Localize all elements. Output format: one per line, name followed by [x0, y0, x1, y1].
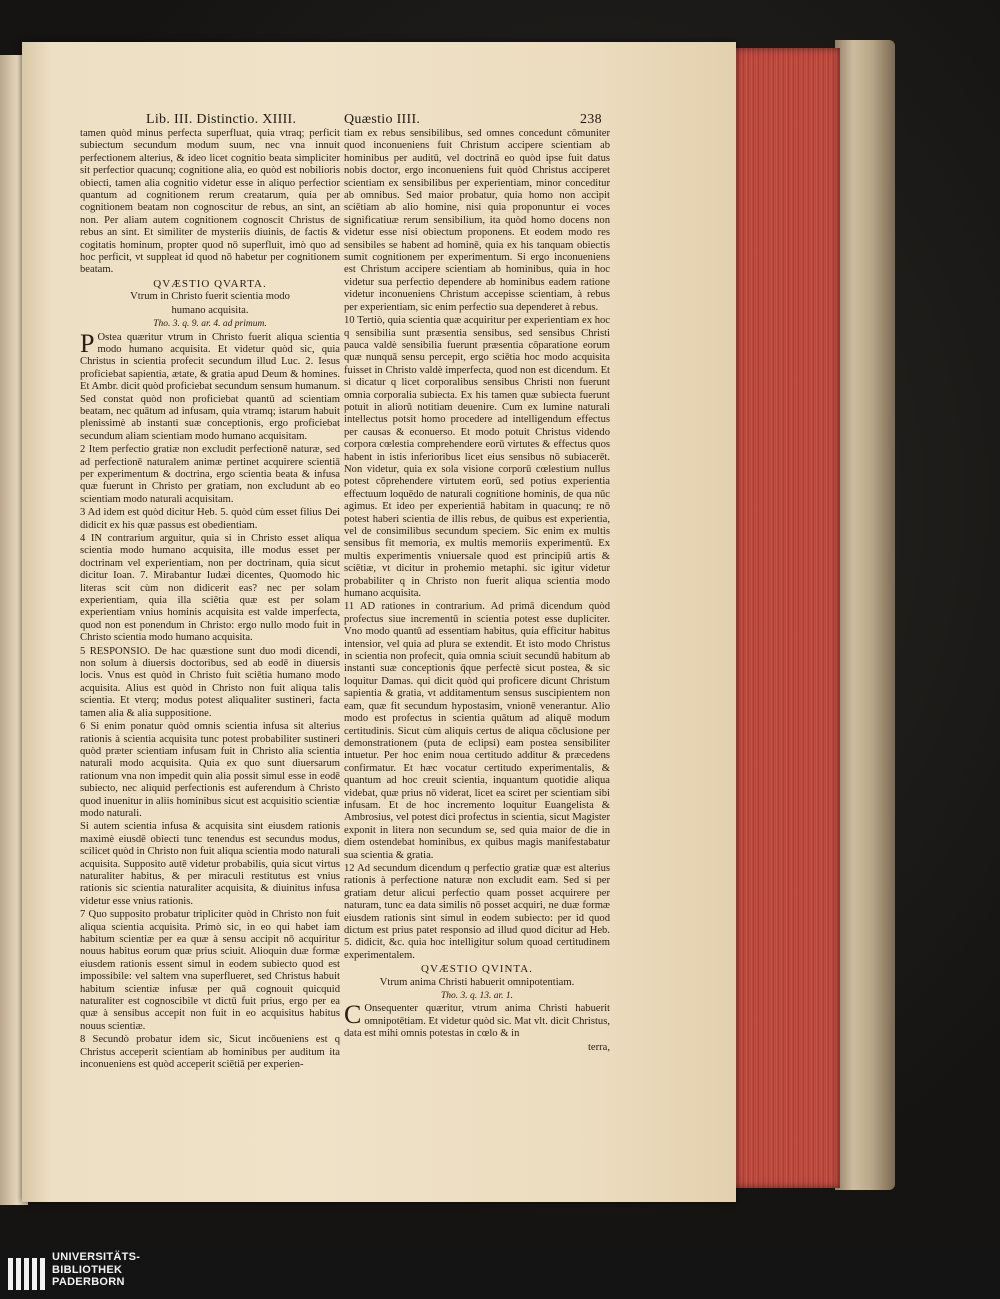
- question-subtitle: Vtrum anima Christi habuerit omnipotentiam.: [379, 976, 575, 988]
- paragraph: 5 RESPONSIO. De hac quæstione sunt duo modi dicendi, non solum à diuersis doctoribus, sed ab eodē in diuersis locis. Vnus est quòd in Christo fuit sciētia humano modo acquisita. Alius est quòd in Christo non fuit aliqua talis scientia. Et vterq; modus potest aliqualiter sustineri, facta tamen alia & alia suppositione.: [80, 645, 340, 719]
- initial-letter: C: [344, 1000, 362, 1030]
- paragraph-text: Onsequenter quæritur, vtrum anima Christi habuerit omnipotētiam. Et videtur quòd sic. Mat vlt. dicit Christus, data est mihi omnis potestas in cœlo & in: [344, 1003, 610, 1040]
- paragraph: 6 Si enim ponatur quòd omnis scientia infusa sit alterius rationis à scientia acquisita tunc potest probabiliter sustineri quòd præter scientiam infusam fuit in Christo alia scientia naturali modo acquisita. Quia ex quo sunt diuersarum rationum vna non impedit quin alia possit simul esse in eodē subiecto, nec aliquid perfectionis est auferendum à Christo quod inuenitur in aliis hominibus sicut est acquisitio scientiæ modo naturali.: [80, 721, 340, 819]
- library-name-line: BIBLIOTHEK: [52, 1263, 123, 1276]
- paragraph-text: Ostea quæritur vtrum in Christo fuerit aliqua scientia modo humano acquisita. Et videtur quòd sic, quia Christus in scientia profecit secundum illud Luc. 2. Iesus proficiebat sapientia, ætate, & gratia apud Deum & homines. Et Ambr. dicit quòd proficiebat secundum sensum humanum. Sed constat quòd non proficiebat quantū ad scientiam beatam, nec quātum ad infusam, quia vtramq; istarum habuit plenissimè ab instanti suæ conceptionis, ergo proficiebat secundum aliam scientiam modo humano acquisitam.: [80, 331, 340, 442]
- paragraph: 11 AD rationes in contrarium. Ad primā dicendum quòd profectus siue incrementū in scientia potest esse dupliciter. Vno modo quantū ad essentiam habitus, quia efficitur habitus intensior, vel quia ad plura se extendit. Et isto modo Christus in scientia non profecit, quia omnia sciuit secundū habitum ab instanti suæ conceptionis q̄que perfectè sicut postea, & sic loquitur Damas. qui dicit quòd qui proficere dicunt Christum sapientia & gratia, vt additamentum sensus suscipientem non eam, quæ fit secundum hypostasim, vnionē venerantur. Alio modo est profectus in scientia quātum ad aliquē modum certitudinis. Sicut cùm aliquis certus de aliqua cōclusione per demonstrationem (puta de eclipsi) eam postea sensibiliter intuetur. Per hoc enim noua certitudo additur & præcedens confirmatur. Et hæc vocatur certitudo experimentalis, & quantum ad hoc creuit scientia, inquantum quotidie aliqua videbat, quæ prius nō viderat, licet ea sciret per scientiam sibi infusam. Et de hoc incremento loquitur Euangelista & Ambrosius, vel potest dici profectus in scientia, sicut Magister exponit in litera non secundum se, sed quia maior de die in diem ostendebat hominibus, ex quibus magis manifestabatur sua scientia & gratia.: [344, 601, 610, 861]
- paragraph: [80, 328, 340, 444]
- paragraph: 2 Item perfectio gratiæ non excludit perfectionē naturæ, sed ad perfectionē naturalem animæ pertinet acquirere scientiā per experimentum & doctrina, ergo scientia beata & infusa quæ fuerunt in Christo per gratiam, non excludunt ab eo scientiam modo naturali acquisitam.: [80, 444, 340, 505]
- library-name-line: PADERBORN: [52, 1276, 125, 1288]
- paragraph: tamen quòd minus perfecta superfluat, quia vtraq; perficit subiectum secundum modum suum, nec vna innuit perfectionem alterius, & ideo licet cognitio beata simpliciter sit perfectior quacunq; cognitione alia, eo quòd est nobilioris obiecti, tamen alia cognitio videtur esse in aliquo perfectior quantum ad cognitionem rerum creatarum, quia per cognitionem beatam non cognoscitur de rebus, an sint, an non. Per aliam autem cognitionem cognoscit Christus de rebus an sint. Et similiter de mysteriis diuinis, de factis & cogitatis hominum, propter quod nō superfluit, imò quo ad hoc perficit, vt suppleat id quod nō habetur per cognitionem beatam.: [80, 128, 340, 276]
- question-reference: Tho. 3. q. 13. ar. 1.: [440, 991, 514, 1002]
- paragraph: Si autem scientia infusa & acquisita sint eiusdem rationis maximè eiusdē obiecti tunc tenendus est secundus modus, scilicet quòd in Christo non fuit aliqua scientia modo naturali acquisita. Supposito autē videtur probabilis, quia sicut virtus naturaliter habitus, & per miraculi restitutus est vnius rationis sic scientia naturaliter acquisita, & diuinitus infusa videtur esse vnius rationis.: [80, 821, 340, 907]
- library-footer: [0, 1247, 1000, 1299]
- catchword: terra,: [587, 1041, 610, 1053]
- question-subtitle: humano acquisita.: [171, 304, 249, 316]
- running-head-middle: Quæstio IIII.: [344, 112, 421, 127]
- vellum-binding: [835, 40, 895, 1190]
- library-name: [52, 1251, 140, 1289]
- paragraph: 3 Ad idem est quòd dicitur Heb. 5. quòd cùm esset filius Dei didicit ex his quæ passus est obedientiam.: [80, 507, 340, 531]
- paragraph: 10 Tertiò, quia scientia quæ acquiritur per experientiam ex hoc q sensibilia sunt præsentia sensibus, sed sensibus Christi pauca valdè sensibilia fuerunt præsentia cōparatione eorum quæ nunquā sensu percepit, ergo sciētia hoc modo acquisita fuisset in Christo valdè imperfecta, quod non est dicendum. Et si dicatur q licet corporalibus sensibus Christi non fuerunt omnia corporalia subiecta. Ex his tamen quæ subiecta fuerunt potuit in aliorū notitiam deuenire. Cum ex lumine naturali intellectus potsit homo procedere ad intelligendum effectus per causas & econuerso. Et modo potuit Christus videndo corpora cœlestia comprehendere eorū virtutes & effectus quos habent in istis inferioribus licet eius sensibus nō subiacerēt. Non videtur, quia ex sola visione corporū cœlestium nullus potest cōprehendere virtutem eorū, sed potius experientia effectuum loquēdo de naturali cognitione hominis, de qua nūc agimus. Et ideo per experientiā habitam in quacunq; re nō potest haberi scientia de illis rebus, de quibus est experientia, vel de consimilibus secundum speciem. Sic enim ex multis sensibus fit memoria, ex multis memoriis experimentū. Ex multis experimentis vniuersale quod est principiū artis & sciētiæ, vt dicitur in prohemio metaphi. sic igitur videtur probabiliter q in Christo non fuerit aliqua scientia modo humano acquisita.: [344, 315, 610, 600]
- paragraph: 8 Secundò probatur idem sic, Sicut incōueniens est q Christus acceperit scientiam ab hominibus per auditum ita inconueniens est quòd acceperit sciētiā per experien-: [80, 1034, 340, 1071]
- paragraph: 12 Ad secundum dicendum q perfectio gratiæ quæ est alterius rationis à perfectione naturæ non excludit eam. Sed si per gratiam detur alicui perfectio quam posset acquirere per naturam, tunc ea data similis nō posset acquiri, ne duæ formæ eiusdem rationis sint simul in eodem subiecto: per id quod dictum est prius patet responsio ad illud quod dicitur ad Heb. 5. didicit, &c. quia hoc intelligitur solum quoad certitudinem experimentalem.: [344, 862, 610, 961]
- folio-number: 238: [580, 112, 602, 127]
- red-page-edges: [730, 48, 840, 1188]
- library-name-line: UNIVERSITÄTS-: [52, 1251, 141, 1263]
- question-subtitle: Vtrum in Christo fuerit scientia modo: [130, 291, 290, 303]
- question-reference: Tho. 3. q. 9. ar. 4. ad primum.: [153, 319, 267, 330]
- paragraph: [344, 1000, 610, 1040]
- paragraph: 4 IN contrarium arguitur, quia si in Christo esset aliqua scientia modo humano acquisita, ille modus esset per doctrinam vel experientiam, non per doctrinam, quia sicut dicitur Ioan. 7. Mirabantur Iudæi dicentes, Quomodo hic literas scit cùm non didicerit eas? nec per solam experientiam, quia illa sciētia quæ est per solam experientiam vnius hominis acquisita est valde imperfecta, quod non est ponendum in Christo: ergo nullo modo fuit in Christo scientia modo humano acquisita.: [80, 533, 340, 644]
- library-logo-icon: [6, 1252, 48, 1294]
- question-title: QVÆSTIO QVINTA.: [421, 963, 533, 976]
- text-column-left: [80, 128, 340, 1072]
- text-column-right: [344, 128, 610, 1055]
- paragraph: 7 Quo supposito probatur tripliciter quòd in Christo non fuit aliqua scientia acquisita. Primò sic, in eo qui habet iam habitum scientiæ per ea quæ à sensu accipit nō acquiritur nouus habitus eorum quæ prius sciuit. Alioquin duæ formæ eiusdem rationis essent simul in eodem subiecto quod est impossibile: vel saltem vna superflueret, sed Christus habuit habitum scientiæ infusæ per quā cognouit quicquid naturaliter est cognoscibile vt dictū fuit prius, ergo per ea quæ à sensibus accepit non fuit in eo acquisitus habitus nouus scientiæ.: [80, 909, 340, 1032]
- initial-letter: P: [80, 328, 95, 358]
- running-head-left: Lib. III. Distinctio. XIIII.: [146, 112, 297, 127]
- question-title: QVÆSTIO QVARTA.: [153, 277, 267, 290]
- paragraph: tiam ex rebus sensibilibus, sed omnes concedunt cōmuniter quod inconueniens fuit Christum accipere scientiam ab hominibus per auditū, vel doctrinā eo quòd ipse fuit datus nobis doctor, ergo inconueniens fuit quòd Christus acciperet scientiam ex sensibilibus per experientiam, minor conceditur ab omnibus. Sed maior probatur, quia homo non accipit sciētiam ab alio homine, nisi quia proponuntur ei voces significatiuæ rerum sensibilium, ita quòd homo docens non videtur esse nisi obiectum proponens. Et eodem modo res sensibiles se habent ad hominē, quia ex his tanquam obiectis sumit cognitionem per experimentum. Si ergo inconueniens est Christum accipere scientiam ab hominibus, quia in hoc videtur sua perfectio dependere ab hominibus eadem ratione videtur inconueniens Christum accepisse scientiam, à rebus per experientiam, sic enim perfectio sua dependeret à rebus.: [344, 128, 610, 313]
